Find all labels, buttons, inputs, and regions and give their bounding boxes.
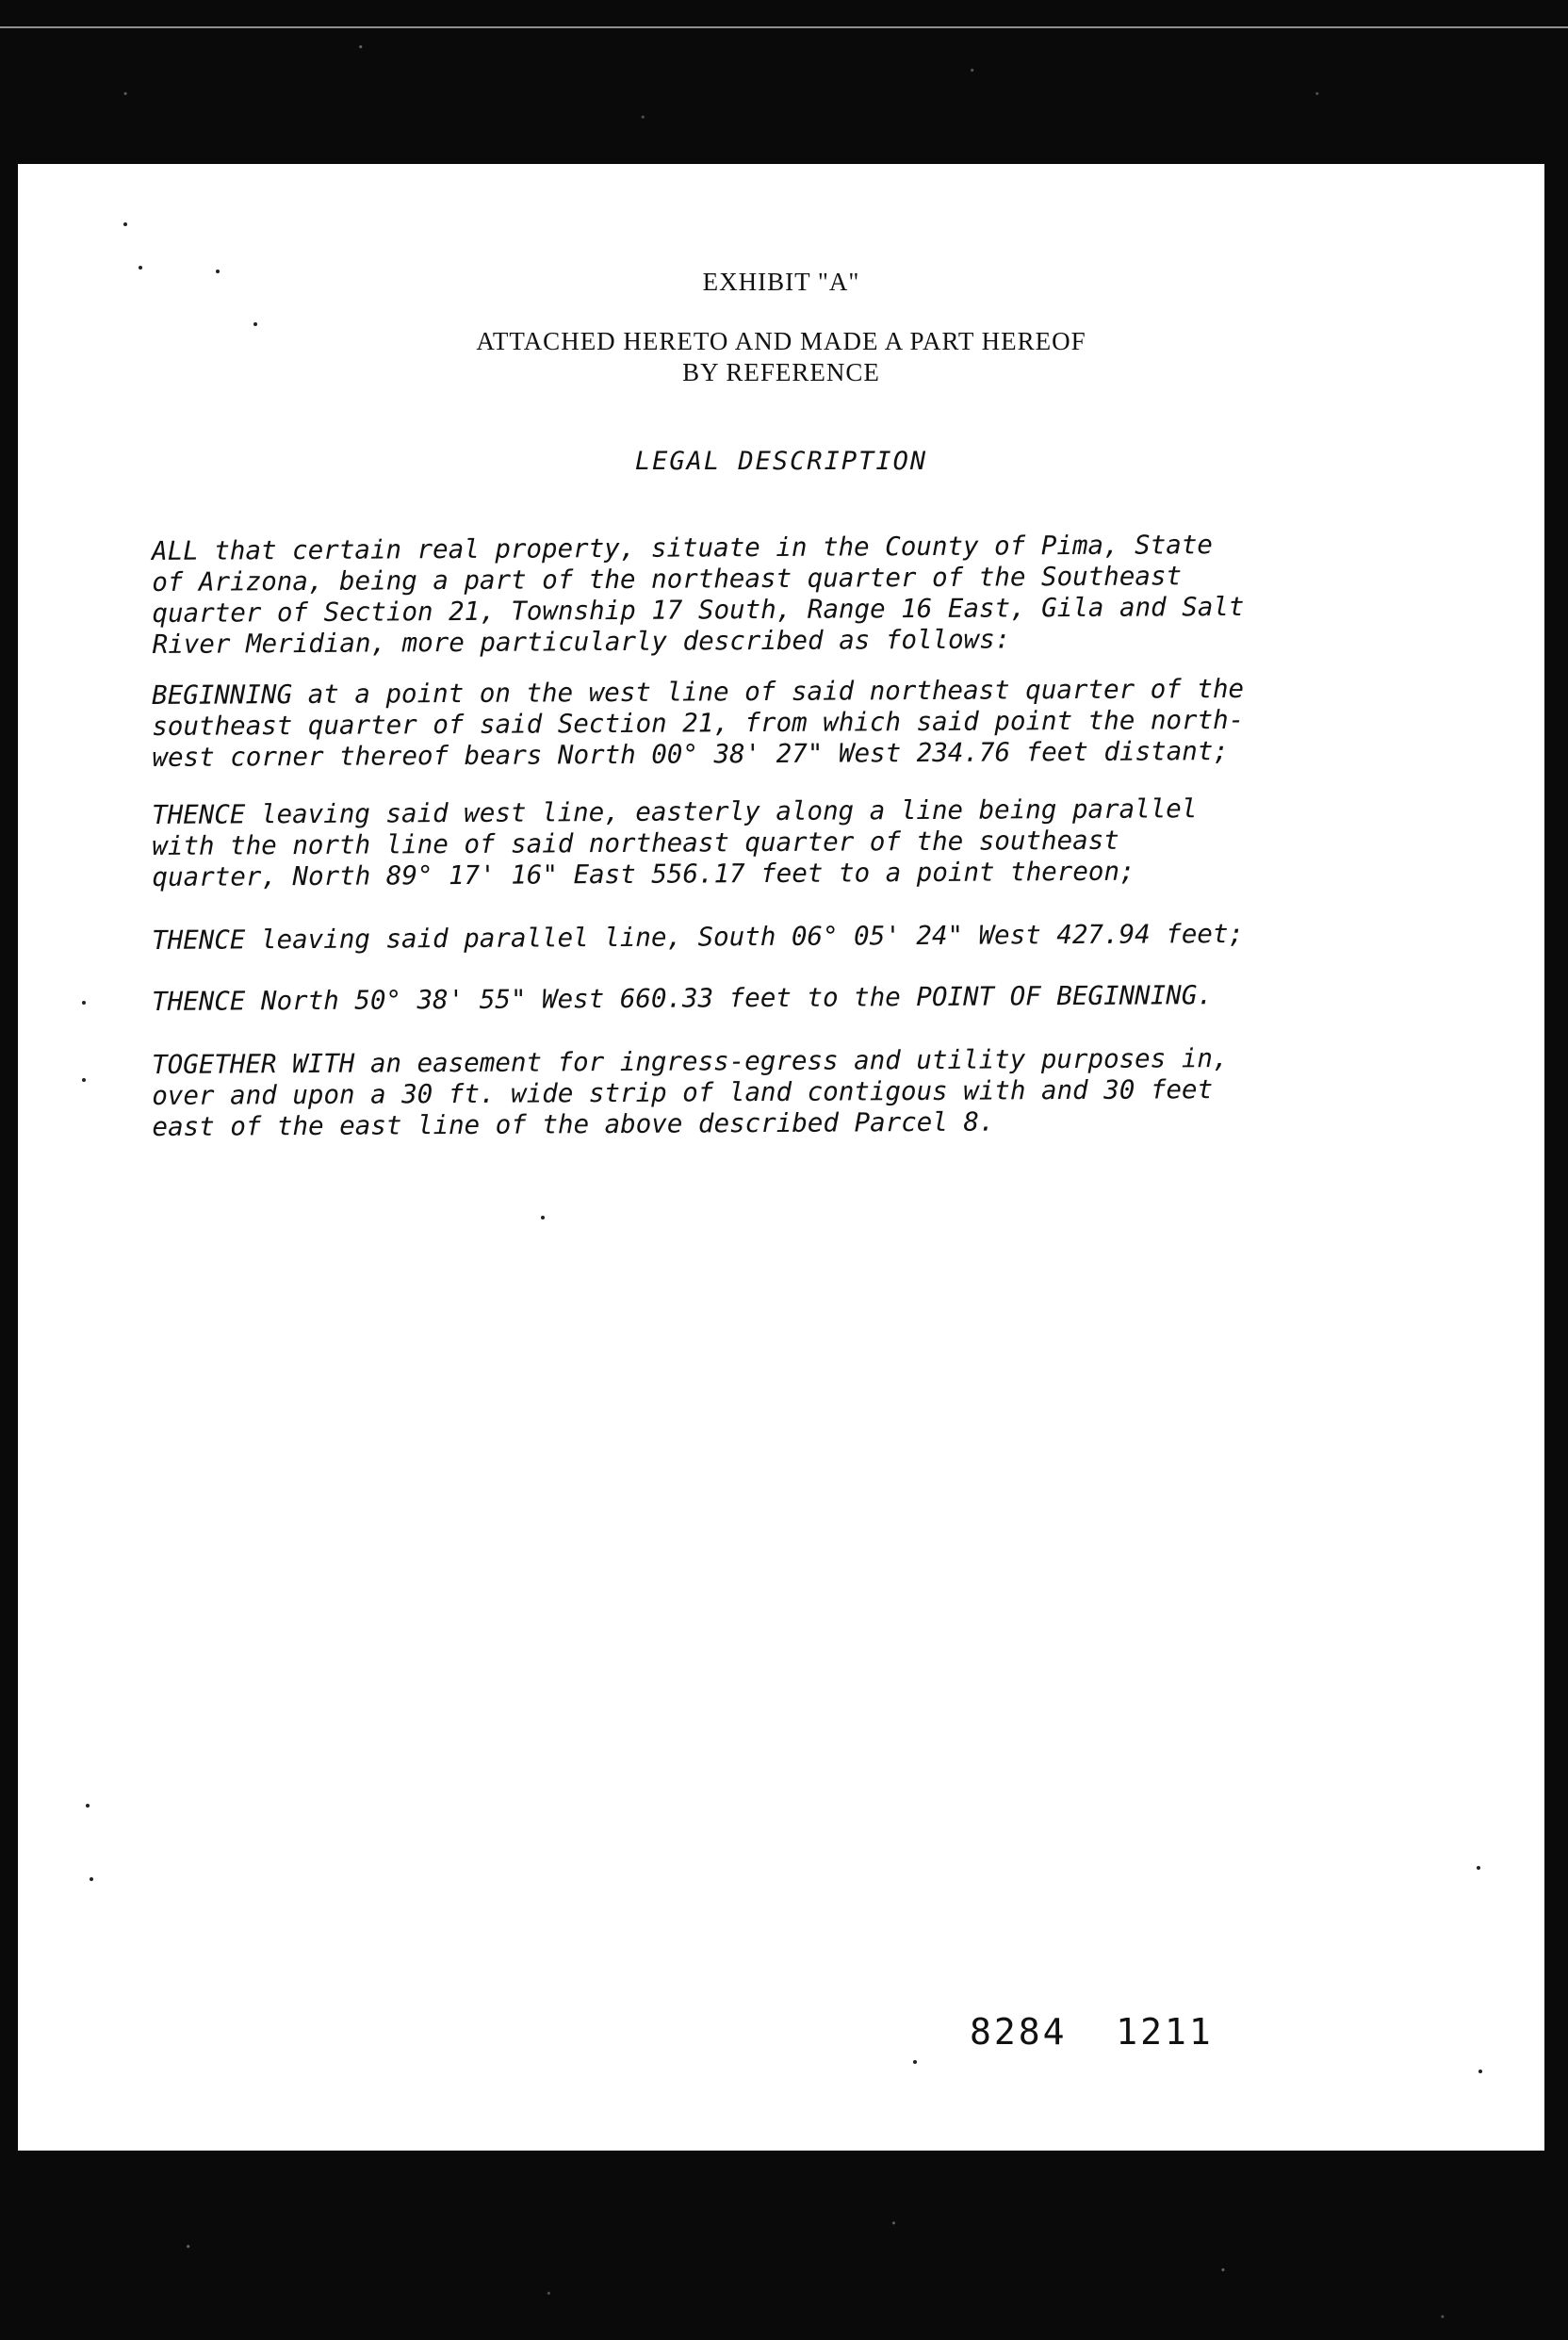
text-line: with the north line of said northeast quarter of the southeast (152, 825, 1119, 861)
paragraph-thence-east (152, 793, 1453, 893)
exhibit-title: EXHIBIT "A" (702, 268, 860, 296)
scan-speck (82, 1078, 86, 1082)
text-line: of Arizona, being a part of the northeast quarter of the Southeast (152, 561, 1183, 597)
scan-speck (1477, 1866, 1480, 1870)
scan-speck (82, 1001, 86, 1005)
scan-speck (913, 2060, 917, 2064)
attached-heading (18, 326, 1544, 388)
text-line: quarter, North 89° 17' 16" East 556.17 feet to a point thereon; (152, 856, 1135, 892)
paragraph-thence-north (152, 979, 1452, 1018)
text-line: BEGINNING at a point on the west line of said northeast quarter of the (152, 673, 1245, 711)
text-line: THENCE North 50° 38' 55" West 660.33 feet to the POINT OF BEGINNING. (152, 980, 1214, 1017)
text-line: River Meridian, more particularly described as follows: (152, 624, 1011, 660)
scan-speck (216, 270, 220, 273)
paragraph-thence-south (152, 918, 1452, 957)
page-number: 8284 1211 (970, 2011, 1214, 2053)
paragraph-beginning (152, 673, 1453, 774)
scan-speck (541, 1216, 545, 1219)
scan-edge-line (0, 26, 1568, 28)
text-line: west corner thereof bears North 00° 38' 27" West 234.76 feet distant; (152, 736, 1229, 773)
scan-speck (123, 222, 127, 226)
attached-line-1: ATTACHED HERETO AND MADE A PART HEREOF (476, 327, 1086, 355)
legal-description-title: LEGAL DESCRIPTION (634, 447, 928, 476)
text-line: ALL that certain real property, situate in the County of Pima, State (152, 530, 1214, 566)
text-line: TOGETHER WITH an easement for ingress-egress and utility purposes in, (152, 1043, 1229, 1080)
scan-speck (253, 322, 257, 326)
scan-speck (90, 1877, 93, 1881)
text-line: THENCE leaving said west line, easterly along a line being parallel (152, 794, 1198, 830)
scan-speck (1478, 2070, 1482, 2073)
scan-speck (86, 1804, 90, 1808)
text-line: east of the east line of the above described Parcel 8. (152, 1106, 995, 1142)
attached-line-2: BY REFERENCE (682, 358, 880, 386)
scan-speck (139, 266, 142, 270)
text-line: quarter of Section 21, Township 17 South, Range 16 East, Gila and Salt (152, 591, 1245, 629)
paragraph-easement (152, 1042, 1453, 1143)
text-line: southeast quarter of said Section 21, from which said point the north- (152, 704, 1245, 742)
text-line: over and upon a 30 ft. wide strip of land contigous with and 30 feet (152, 1074, 1214, 1111)
paragraph-property (152, 529, 1453, 661)
document-page (18, 164, 1544, 2151)
text-line: THENCE leaving said parallel line, South 06° 05' 24" West 427.94 feet; (152, 918, 1245, 956)
